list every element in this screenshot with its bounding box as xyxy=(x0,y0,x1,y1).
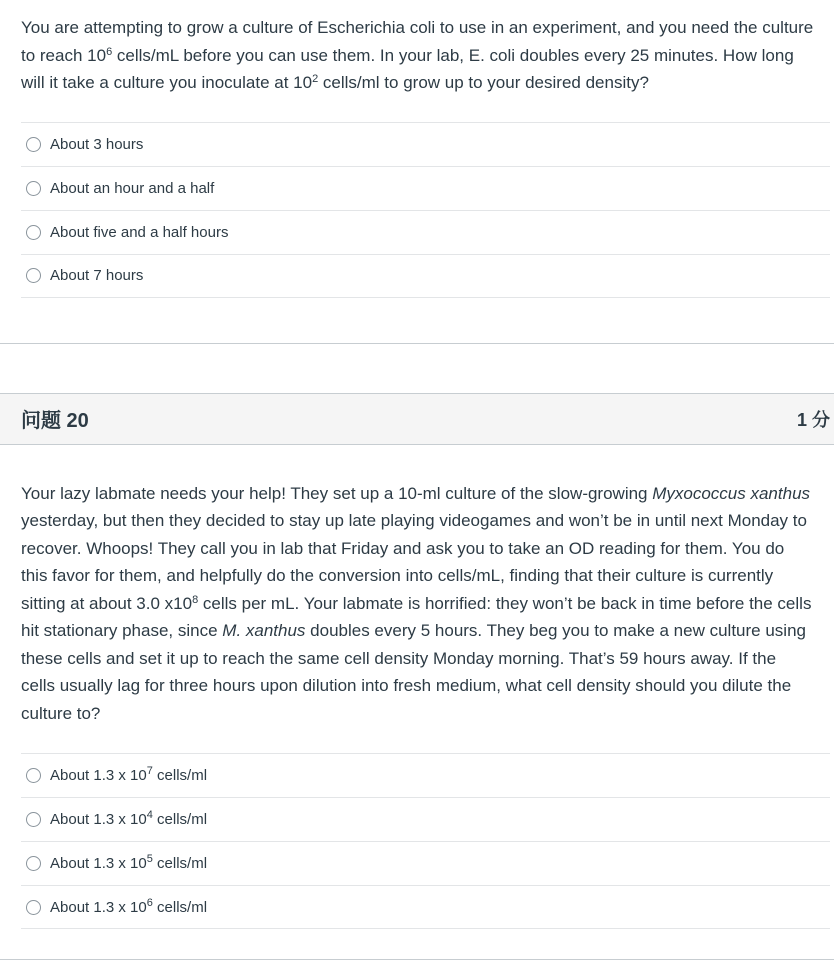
q20-text-part: doubles every 5 hours. They beg you to make a new culture using these cells and set it up to reach the same cell density Monday morning. That’s 59 hours away. If the cells usually lag for three hours upon dilution into fresh medium, what cell density should you dilute the culture to? xyxy=(21,621,806,723)
q20-italic-species: Myxococcus xanthus xyxy=(652,483,811,503)
answer-label: About 1.3 x $10^4$ cells/ml xyxy=(50,809,208,828)
answer-option[interactable] xyxy=(21,166,830,210)
question-20-text xyxy=(0,445,834,728)
answer-option[interactable] xyxy=(21,210,830,254)
answer-label: About an hour and a half xyxy=(50,179,215,197)
radio-button[interactable] xyxy=(26,137,41,152)
answer-label: About 7 hours xyxy=(50,267,144,284)
answer-option[interactable] xyxy=(21,841,830,885)
radio-button[interactable] xyxy=(26,268,41,283)
q19-exponent: 2 xyxy=(312,73,319,85)
radio-button[interactable] xyxy=(26,856,41,871)
answer-label: About five and a half hours xyxy=(50,223,229,241)
answer-option[interactable] xyxy=(21,254,830,298)
q20-italic-species: M. xanthus xyxy=(222,621,306,640)
q19-text-part: cells/mL before you can use them. In your lab, E. coli doubles every 25 minutes. How long will it take a culture you inoculate at 10 xyxy=(21,45,794,92)
answer-label: About 1.3 x $10^5$ cells/ml xyxy=(50,853,208,872)
q19-text-part: cells/ml to grow up to your desired density? xyxy=(318,73,649,92)
radio-button[interactable] xyxy=(26,181,41,196)
question-20-header xyxy=(0,393,834,445)
answer-label: About 3 hours xyxy=(50,135,144,153)
question-19-answers xyxy=(21,122,830,298)
q19-exponent: 6 xyxy=(106,45,113,58)
question-20-answers xyxy=(21,753,830,929)
q20-text-part: cells per mL. Your labmate is horrified: they won’t be back in time before the cells hit stationary phase, since xyxy=(21,593,812,640)
answer-option[interactable] xyxy=(21,797,830,841)
answer-option[interactable] xyxy=(21,885,830,929)
radio-button[interactable] xyxy=(26,768,41,783)
answer-label: About 1.3 x $10^6$ cells/ml xyxy=(50,896,208,916)
radio-button[interactable] xyxy=(26,900,41,915)
question-points: 1 分 xyxy=(796,409,830,430)
q20-exponent: 8 xyxy=(192,593,199,606)
answer-label: About 1.3 x $10^7$ cells/ml xyxy=(50,765,208,784)
answer-option[interactable] xyxy=(21,122,830,166)
answer-option[interactable] xyxy=(21,753,830,797)
q19-text-part: You are attempting to grow a culture of Escherichia coli to use in an experiment, and you need the culture to reach 10 xyxy=(21,18,814,65)
radio-button[interactable] xyxy=(26,225,41,240)
q20-text-part: Your lazy labmate needs your help! They set up a 10-ml culture of the slow-growing xyxy=(21,483,653,503)
radio-button[interactable] xyxy=(26,812,41,827)
q20-text-part: yesterday, but then they decided to stay up late playing videogames and won’t be in until next Monday to recover. Whoops! They call you in lab that Friday and ask you to take an OD reading for them. You do this favor for them, and helpfully do the conversion into cells/mL, finding that their culture is currently sitting at about 3.0 x10 xyxy=(21,511,807,613)
question-title: 问题 20 xyxy=(21,410,89,432)
question-19-text xyxy=(0,0,834,97)
